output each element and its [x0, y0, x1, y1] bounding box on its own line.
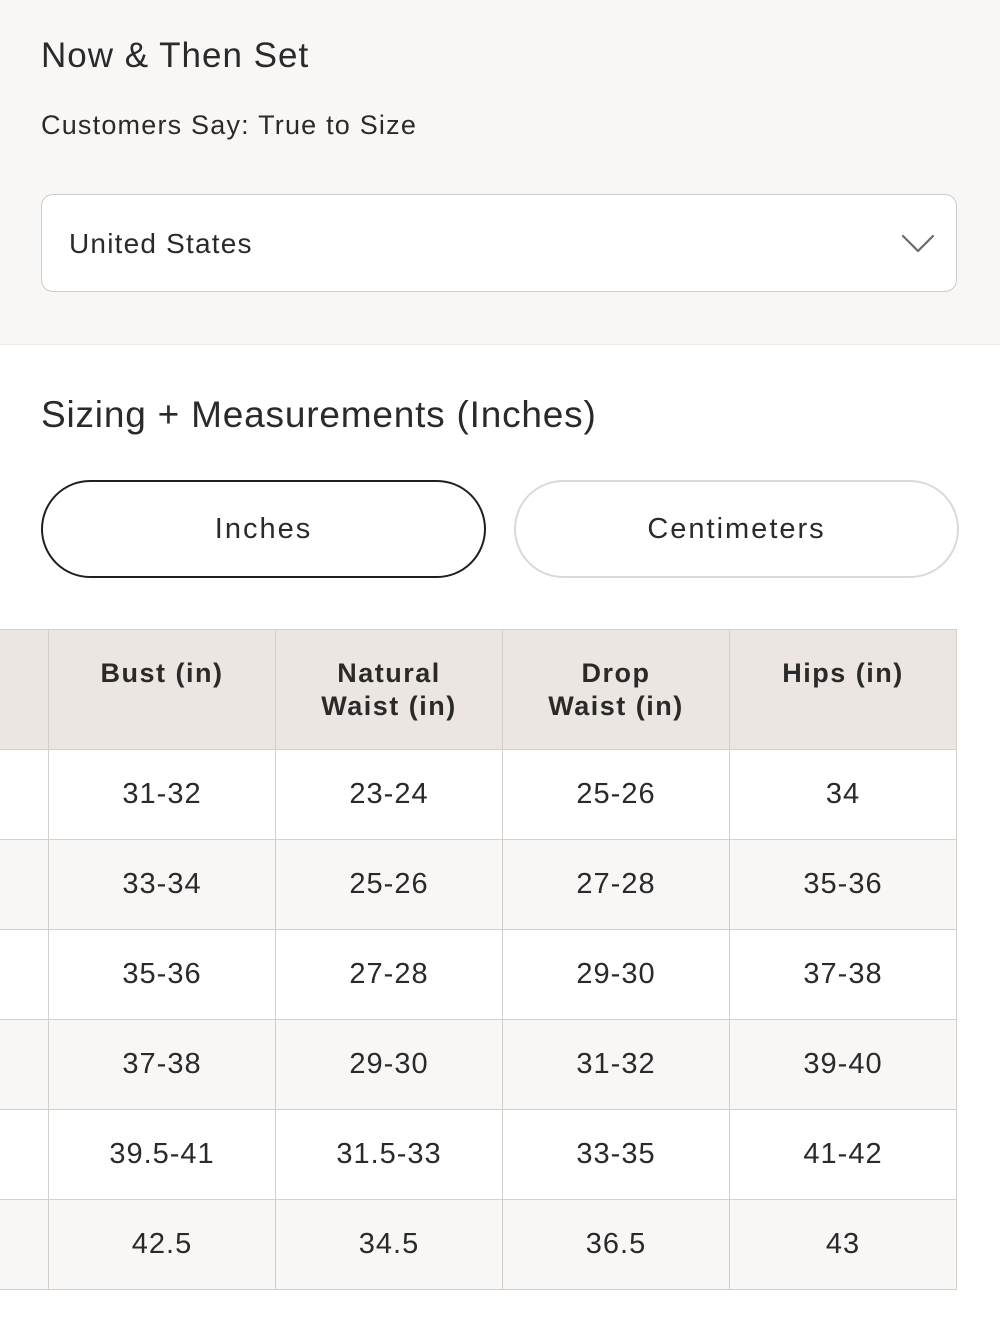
- drop-waist-cell: 25-26: [503, 750, 730, 840]
- product-info-panel: [0, 0, 1000, 345]
- natural-waist-cell: 25-26: [276, 840, 503, 930]
- drop-waist-cell: 27-28: [503, 840, 730, 930]
- table-row: [0, 840, 957, 930]
- natural-waist-header-line1: Natural: [337, 658, 441, 688]
- size-chart-table: [0, 629, 957, 1290]
- size-cell: [0, 1110, 49, 1200]
- bust-header-text: Bust (in): [100, 658, 224, 688]
- inches-button-label: Inches: [214, 512, 313, 545]
- drop-waist-cell: 33-35: [503, 1110, 730, 1200]
- bust-cell: 42.5: [49, 1200, 276, 1290]
- natural-waist-cell: 29-30: [276, 1020, 503, 1110]
- drop-waist-header-line2: Waist (in): [548, 691, 684, 721]
- natural-waist-column-header: [276, 630, 503, 750]
- natural-waist-cell: 31.5-33: [276, 1110, 503, 1200]
- natural-waist-cell: 23-24: [276, 750, 503, 840]
- product-title: Now & Then Set: [41, 36, 310, 75]
- drop-waist-column-header: [503, 630, 730, 750]
- size-cell: [0, 840, 49, 930]
- centimeters-button[interactable]: [514, 480, 959, 578]
- hips-cell: 39-40: [730, 1020, 957, 1110]
- natural-waist-cell: 27-28: [276, 930, 503, 1020]
- size-cell: [0, 930, 49, 1020]
- country-select[interactable]: [41, 194, 957, 292]
- inches-button[interactable]: [41, 480, 486, 578]
- size-cell: [0, 1200, 49, 1290]
- table-row: [0, 1200, 957, 1290]
- chevron-down-icon: [900, 225, 936, 261]
- drop-waist-cell: 31-32: [503, 1020, 730, 1110]
- natural-waist-cell: 34.5: [276, 1200, 503, 1290]
- bust-cell: 35-36: [49, 930, 276, 1020]
- table-row: [0, 1110, 957, 1200]
- natural-waist-header-line2: Waist (in): [321, 691, 457, 721]
- country-select-value: United States: [69, 228, 253, 259]
- table-row: [0, 750, 957, 840]
- size-cell: [0, 1020, 49, 1110]
- section-heading: Sizing + Measurements (Inches): [41, 394, 597, 435]
- drop-waist-cell: 36.5: [503, 1200, 730, 1290]
- bust-cell: 39.5-41: [49, 1110, 276, 1200]
- bust-cell: 33-34: [49, 840, 276, 930]
- hips-column-header: [730, 630, 957, 750]
- size-cell: [0, 750, 49, 840]
- centimeters-button-label: Centimeters: [647, 512, 826, 545]
- hips-cell: 43: [730, 1200, 957, 1290]
- table-row: [0, 1020, 957, 1110]
- hips-cell: 41-42: [730, 1110, 957, 1200]
- drop-waist-header-line1: Drop: [581, 658, 651, 688]
- table-row: [0, 930, 957, 1020]
- hips-header-text: Hips (in): [782, 658, 904, 688]
- size-column-header: [0, 630, 49, 750]
- table-header-row: [0, 630, 957, 750]
- hips-cell: 35-36: [730, 840, 957, 930]
- bust-cell: 37-38: [49, 1020, 276, 1110]
- bust-cell: 31-32: [49, 750, 276, 840]
- bust-column-header: [49, 630, 276, 750]
- fit-note: Customers Say: True to Size: [41, 110, 418, 140]
- drop-waist-cell: 29-30: [503, 930, 730, 1020]
- hips-cell: 34: [730, 750, 957, 840]
- hips-cell: 37-38: [730, 930, 957, 1020]
